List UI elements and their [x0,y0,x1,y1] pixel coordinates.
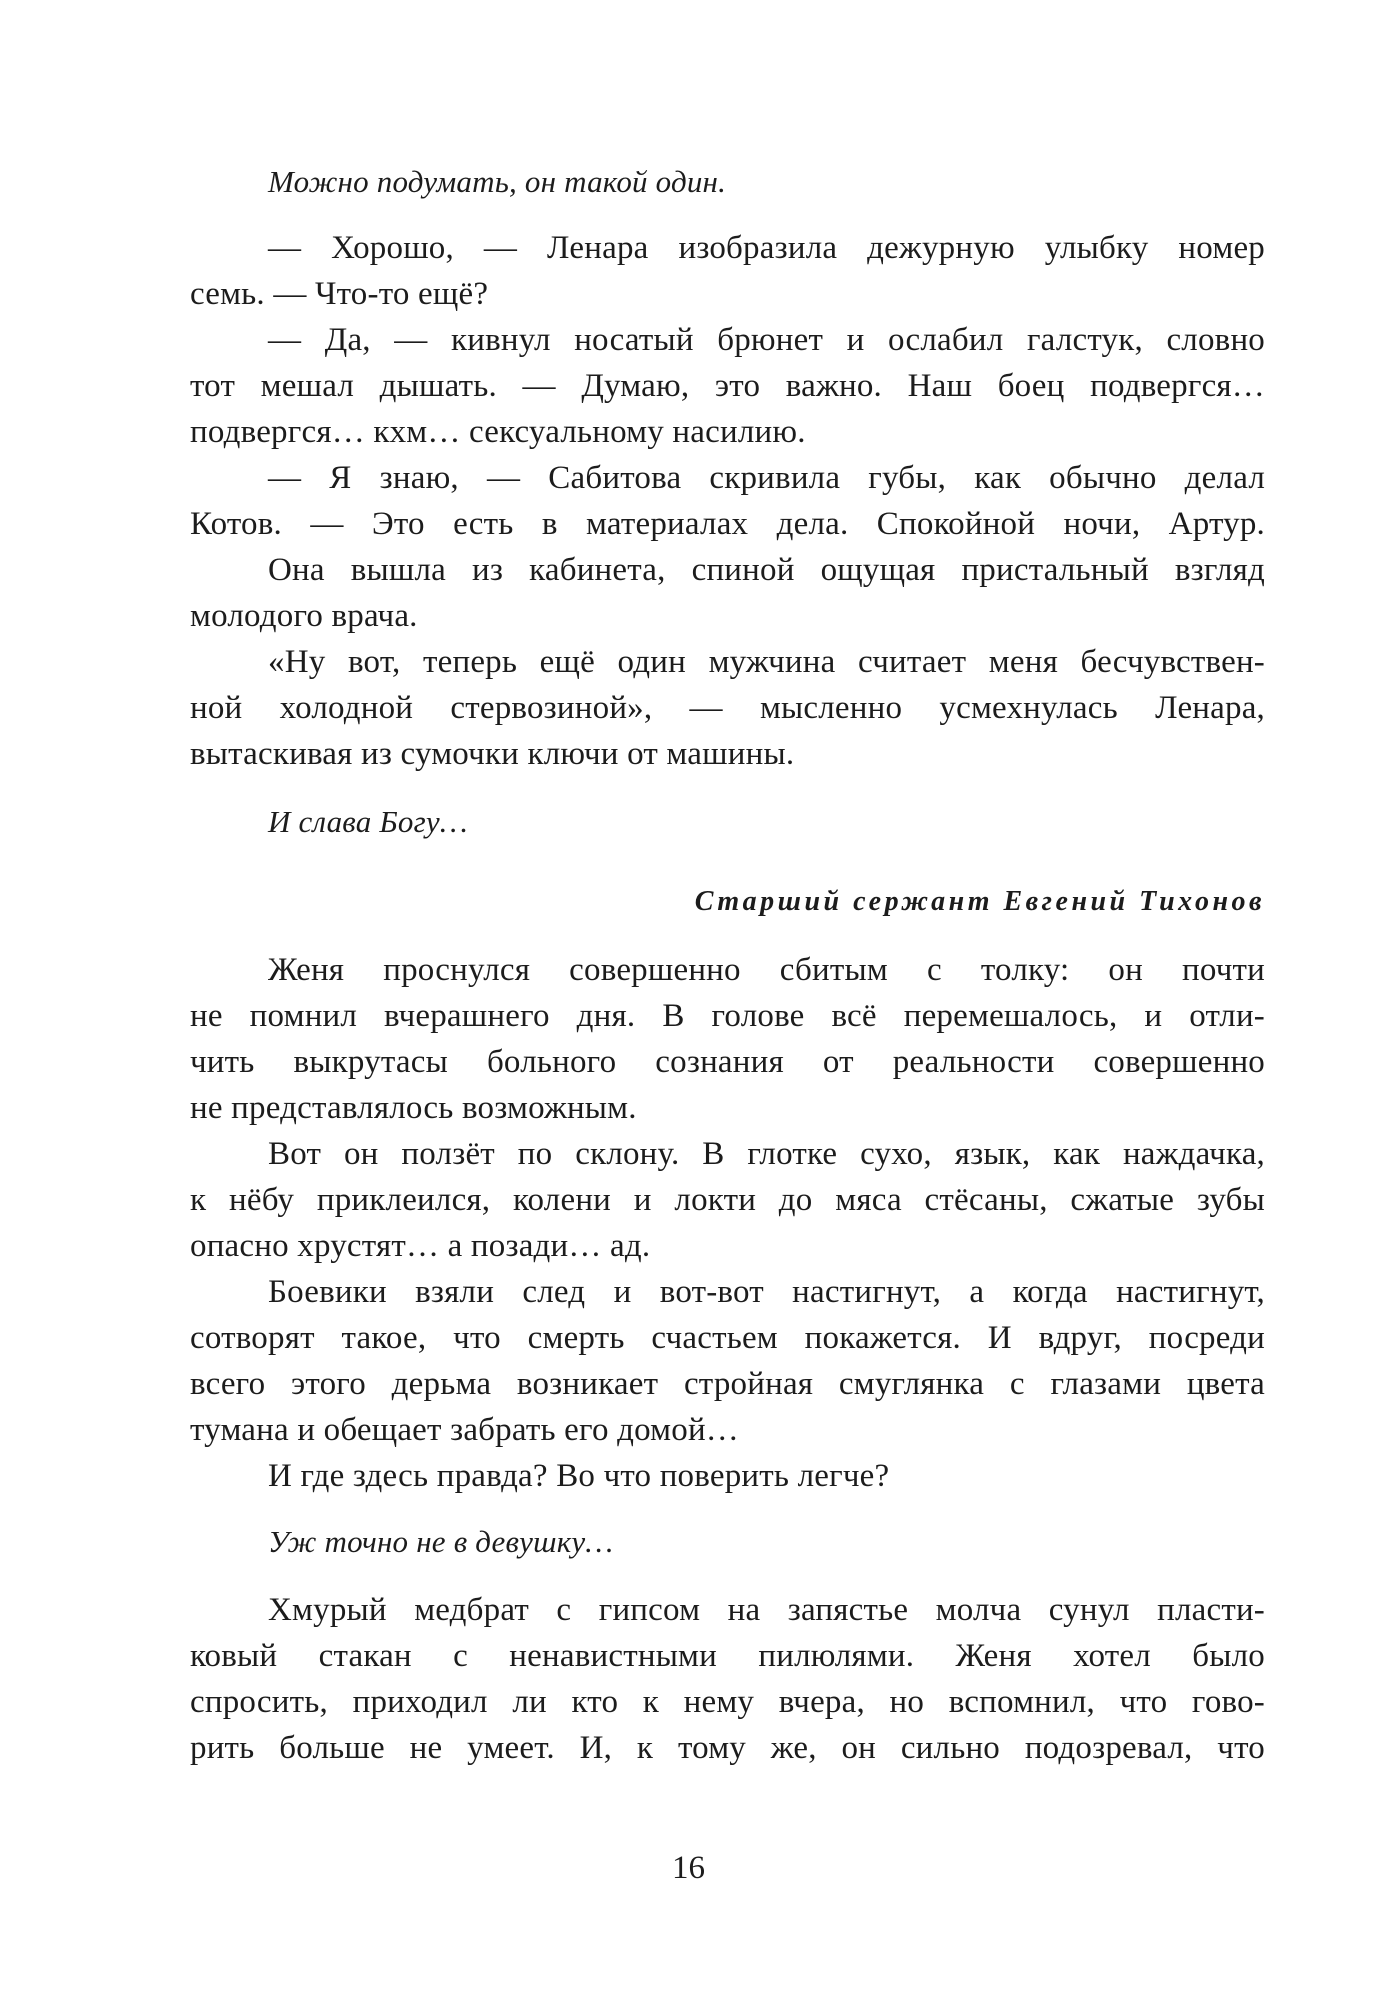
text-line: молодого врача. [190,598,418,634]
italic-thought: Можно подумать, он такой один. [268,164,727,199]
text-line: Вот он ползёт по склону. В глотке сухо, язык, как наждачка, [268,1136,1265,1172]
text-line: «Ну вот, теперь ещё один мужчина считает меня бесчувствен- [268,644,1265,680]
text-line: ковый стакан с ненавистными пилюлями. Женя хотел было [190,1638,1265,1674]
page-number: 16 [672,1850,705,1886]
text-line: сотворят такое, что смерть счастьем покажется. И вдруг, посреди [190,1320,1265,1356]
text-line: не помнил вчерашнего дня. В голове всё перемешалось, и отли- [190,998,1265,1034]
text-line: вытаскивая из сумочки ключи от машины. [190,736,795,772]
text-line: опасно хрустят… а позади… ад. [190,1228,651,1264]
text-line: Боевики взяли след и вот-вот настигнут, а когда настигнут, [268,1274,1265,1310]
text-line: тот мешал дышать. — Думаю, это важно. Наш боец подвергся… [190,368,1265,404]
section-heading: Старший сержант Евгений Тихонов [694,886,1265,917]
text-line: ной холодной стервозиной», — мысленно усмехнулась Ленара, [190,690,1265,726]
text-line: подвергся… кхм… сексуальному насилию. [190,414,806,450]
italic-thought: Уж точно не в девушку… [268,1524,614,1559]
text-line: Женя проснулся совершенно сбитым с толку: он почти [268,952,1265,988]
text-line: не представлялось возможным. [190,1090,637,1126]
text-line: всего этого дерьма возникает стройная смуглянка с глазами цвета [190,1366,1265,1402]
text-line: спросить, приходил ли кто к нему вчера, но вспомнил, что гово- [190,1684,1265,1720]
text-line: тумана и обещает забрать его домой… [190,1412,740,1448]
text-line: — Хорошо, — Ленара изобразила дежурную улыбку номер [268,230,1265,266]
text-line: — Да, — кивнул носатый брюнет и ослабил галстук, словно [268,322,1265,358]
text-line: — Я знаю, — Сабитова скривила губы, как обычно делал [268,460,1265,496]
text-line: Хмурый медбрат с гипсом на запястье молча сунул пласти- [268,1592,1265,1628]
text-line: И где здесь правда? Во что поверить легче? [268,1458,890,1494]
text-line: рить больше не умеет. И, к тому же, он сильно подозревал, что [190,1730,1265,1766]
text-line: семь. — Что-то ещё? [190,276,489,312]
text-line: чить выкрутасы больного сознания от реальности совершенно [190,1044,1265,1080]
italic-thought: И слава Богу… [268,804,468,839]
text-line: Котов. — Это есть в материалах дела. Спокойной ночи, Артур. [190,506,1265,542]
text-line: к нёбу приклеился, колени и локти до мяса стёсаны, сжатые зубы [190,1182,1265,1218]
text-line: Она вышла из кабинета, спиной ощущая пристальный взгляд [268,552,1265,588]
